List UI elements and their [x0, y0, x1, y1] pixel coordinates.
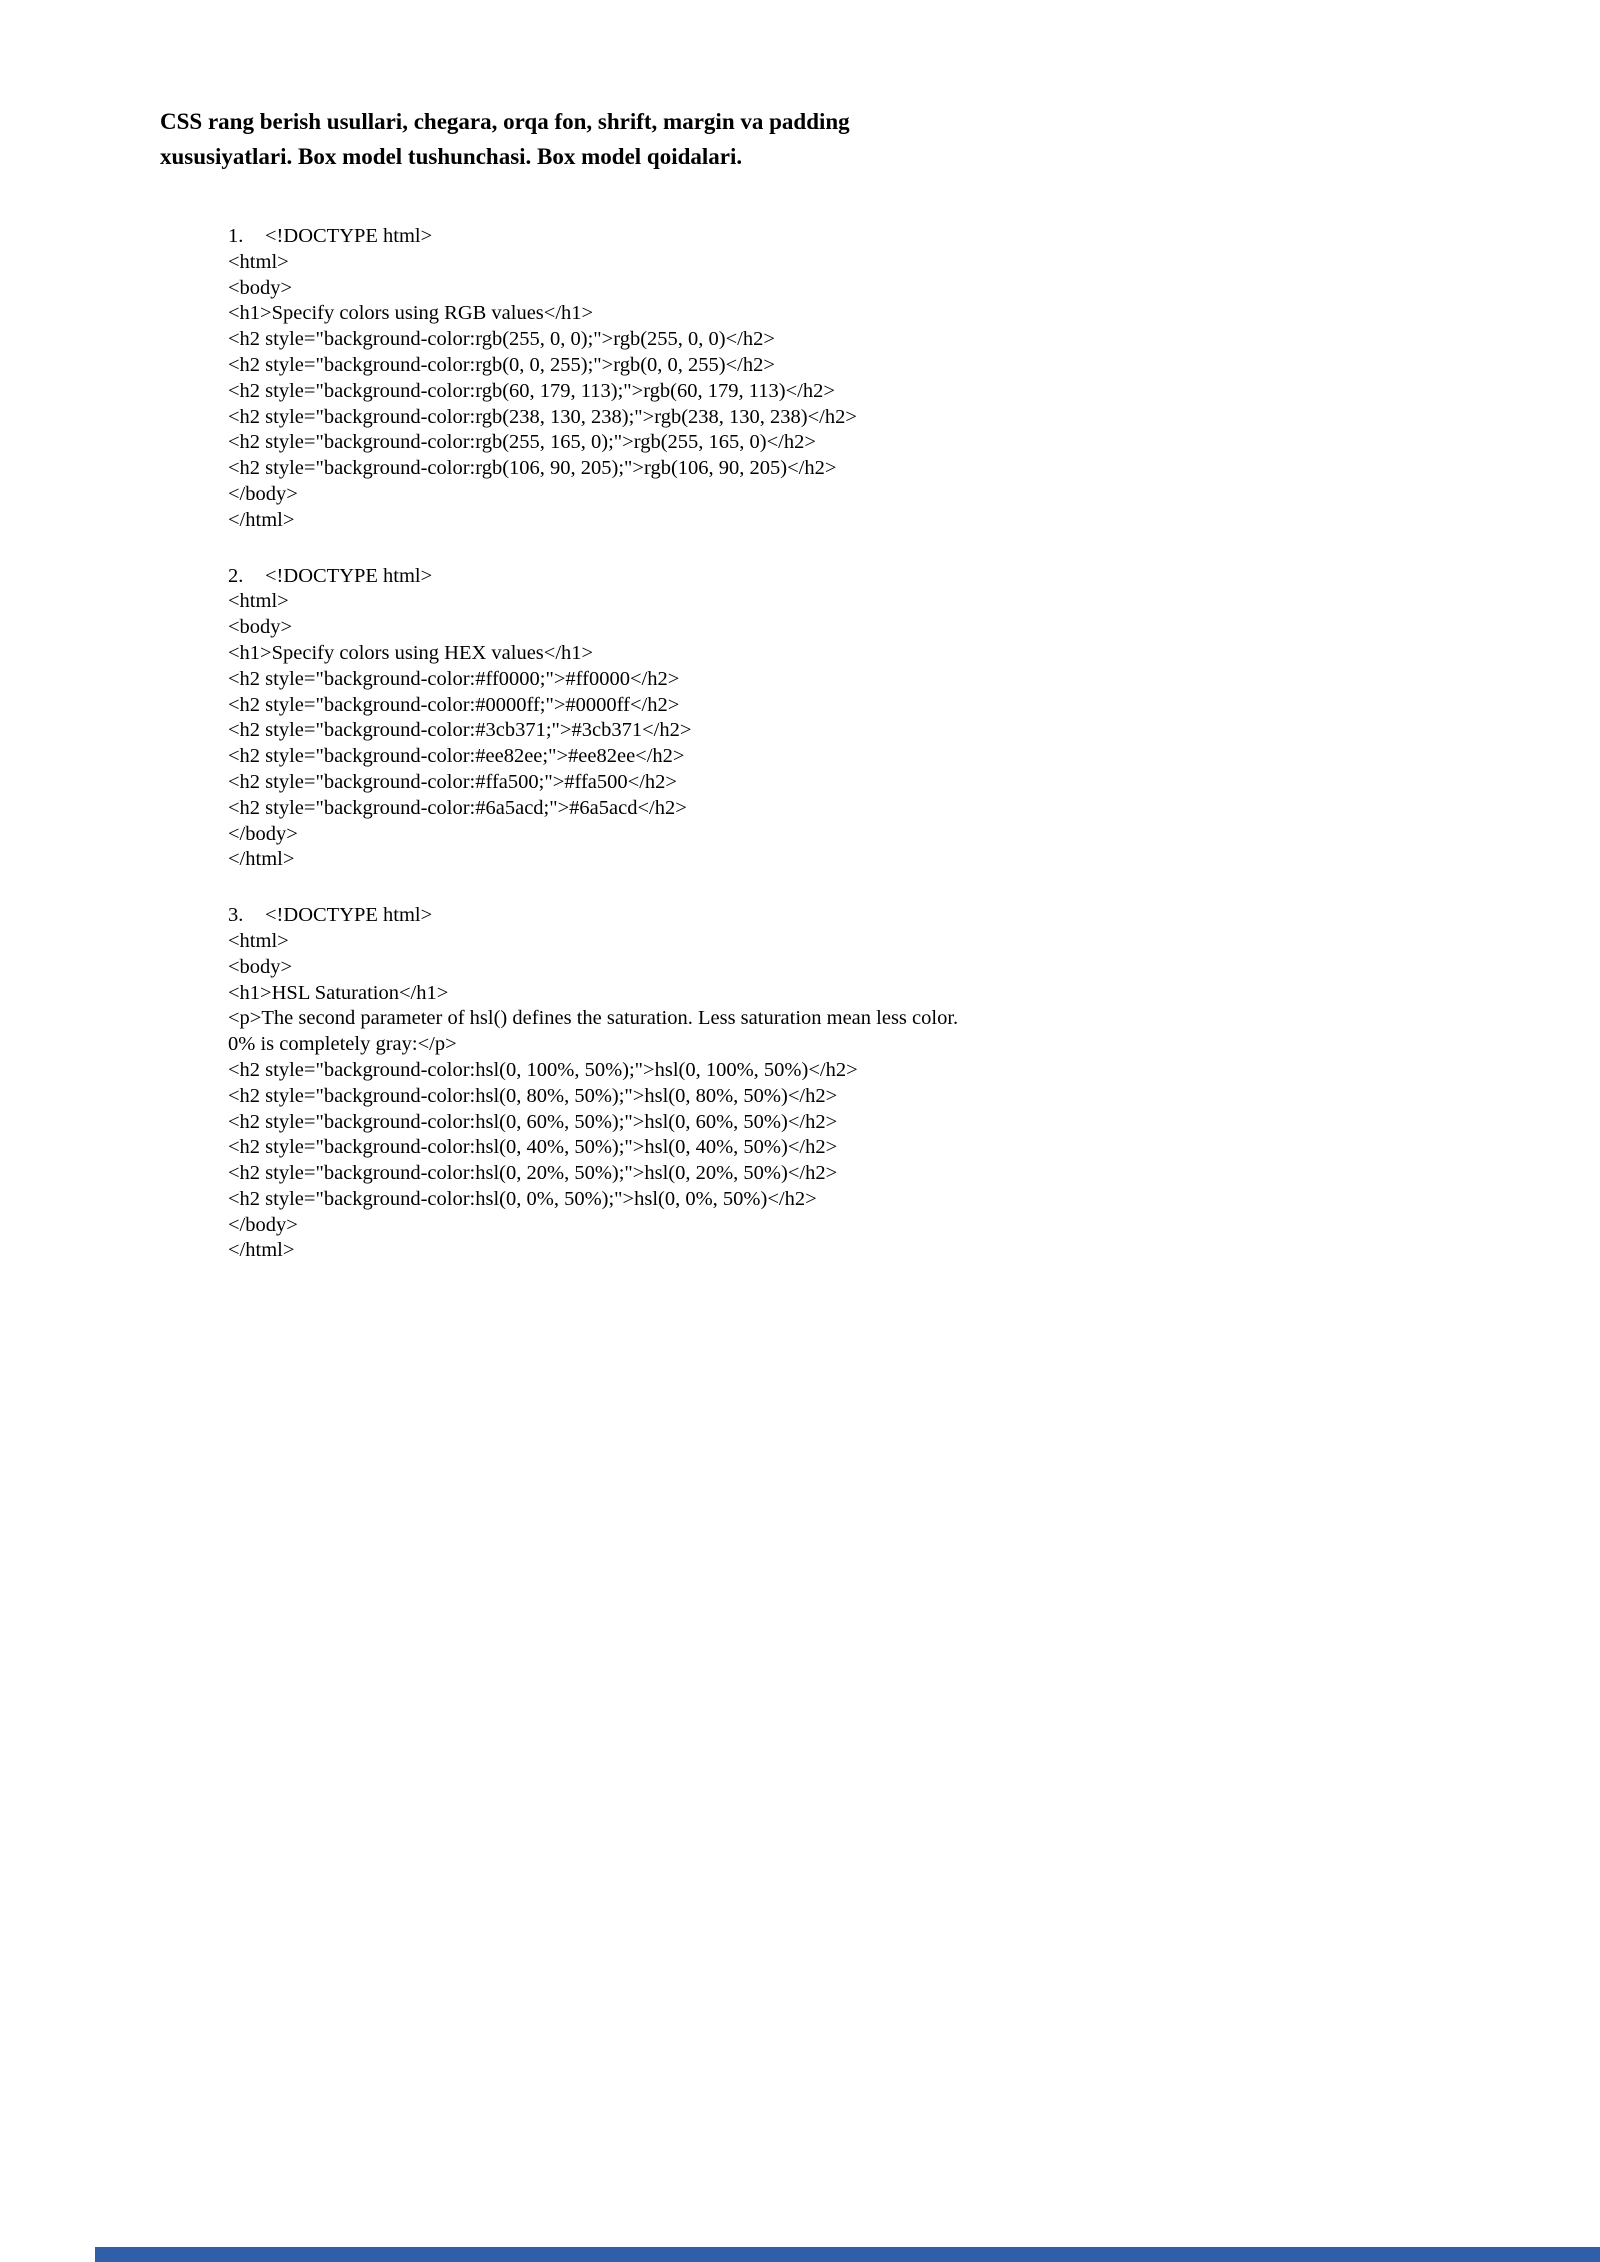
bottom-blue-bar: [95, 2247, 1600, 2262]
code-line: <h2 style="background-color:rgb(255, 165, 0);">rgb(255, 165, 0)</h2>: [228, 431, 816, 454]
document-title-line: xususiyatlari. Box model tushunchasi. Box model qoidalari.: [160, 144, 743, 169]
code-line: <h2 style="background-color:#3cb371;">#3cb371</h2>: [228, 719, 692, 742]
code-line: <h2 style="background-color:hsl(0, 80%, 50%);">hsl(0, 80%, 50%)</h2>: [228, 1084, 838, 1107]
code-block-1: [228, 224, 1043, 534]
list-number: 1.: [228, 225, 244, 247]
code-lines: [228, 929, 1043, 1264]
code-line: <h2 style="background-color:hsl(0, 60%, 50%);">hsl(0, 60%, 50%)</h2>: [228, 1110, 838, 1133]
list-number: 3.: [228, 904, 244, 927]
code-line: <!DOCTYPE html>: [265, 904, 433, 927]
code-line: <body>: [228, 616, 293, 639]
code-line: <h2 style="background-color:#0000ff;">#0000ff</h2>: [228, 693, 680, 716]
code-line: <!DOCTYPE html>: [265, 225, 433, 247]
code-line: <h2 style="background-color:rgb(60, 179, 113);">rgb(60, 179, 113)</h2>: [228, 379, 835, 402]
code-line: <h2 style="background-color:rgb(106, 90, 205);">rgb(106, 90, 205)</h2>: [228, 457, 837, 480]
code-line: </body>: [228, 482, 298, 505]
code-line: <h1>Specify colors using HEX values</h1>: [228, 641, 594, 664]
code-line: </html>: [228, 1239, 295, 1262]
code-line: <h2 style="background-color:#6a5acd;">#6a5acd</h2>: [228, 796, 687, 819]
code-line: <h2 style="background-color:hsl(0, 0%, 50%);">hsl(0, 0%, 50%)</h2>: [228, 1187, 817, 1210]
code-line: <!DOCTYPE html>: [265, 564, 433, 587]
code-line: 0% is completely gray:</p>: [228, 1033, 457, 1056]
code-line: <h1>HSL Saturation</h1>: [228, 981, 449, 1004]
code-line: <html>: [228, 590, 289, 613]
list-number: 2.: [228, 564, 244, 587]
code-line: <h1>Specify colors using RGB values</h1>: [228, 302, 594, 325]
document-body: [228, 224, 1043, 1294]
document-title-line: CSS rang berish usullari, chegara, orqa fon, shrift, margin va padding: [160, 109, 850, 134]
code-line: <h2 style="background-color:hsl(0, 40%, 50%);">hsl(0, 40%, 50%)</h2>: [228, 1136, 838, 1159]
code-lines: [228, 589, 1043, 873]
code-line: </html>: [228, 508, 295, 531]
code-block-2: [228, 564, 1043, 874]
code-line: <h2 style="background-color:rgb(238, 130, 238);">rgb(238, 130, 238)</h2>: [228, 405, 857, 428]
code-line: <h2 style="background-color:#ff0000;">#ff0000</h2>: [228, 667, 680, 690]
code-block-first-line: [228, 224, 1043, 250]
code-line: <html>: [228, 929, 289, 952]
code-line: </body>: [228, 1213, 298, 1236]
code-line: <p>The second parameter of hsl() defines the saturation. Less saturation mean less color.: [228, 1007, 959, 1030]
code-line: <body>: [228, 955, 293, 978]
code-line: </body>: [228, 822, 298, 845]
document-title: [160, 104, 1060, 174]
code-block-first-line: [228, 903, 1043, 929]
code-line: <body>: [228, 276, 293, 299]
code-line: </html>: [228, 848, 295, 871]
code-lines: [228, 250, 1043, 534]
code-block-first-line: [228, 564, 1043, 590]
code-line: <h2 style="background-color:#ffa500;">#ffa500</h2>: [228, 770, 677, 793]
code-line: <h2 style="background-color:rgb(255, 0, 0);">rgb(255, 0, 0)</h2>: [228, 328, 775, 351]
code-block-3: [228, 903, 1043, 1264]
code-line: <h2 style="background-color:hsl(0, 20%, 50%);">hsl(0, 20%, 50%)</h2>: [228, 1162, 838, 1185]
code-line: <h2 style="background-color:#ee82ee;">#ee82ee</h2>: [228, 745, 685, 768]
code-line: <h2 style="background-color:rgb(0, 0, 255);">rgb(0, 0, 255)</h2>: [228, 353, 775, 376]
code-line: <h2 style="background-color:hsl(0, 100%, 50%);">hsl(0, 100%, 50%)</h2>: [228, 1058, 858, 1081]
code-line: <html>: [228, 250, 289, 273]
